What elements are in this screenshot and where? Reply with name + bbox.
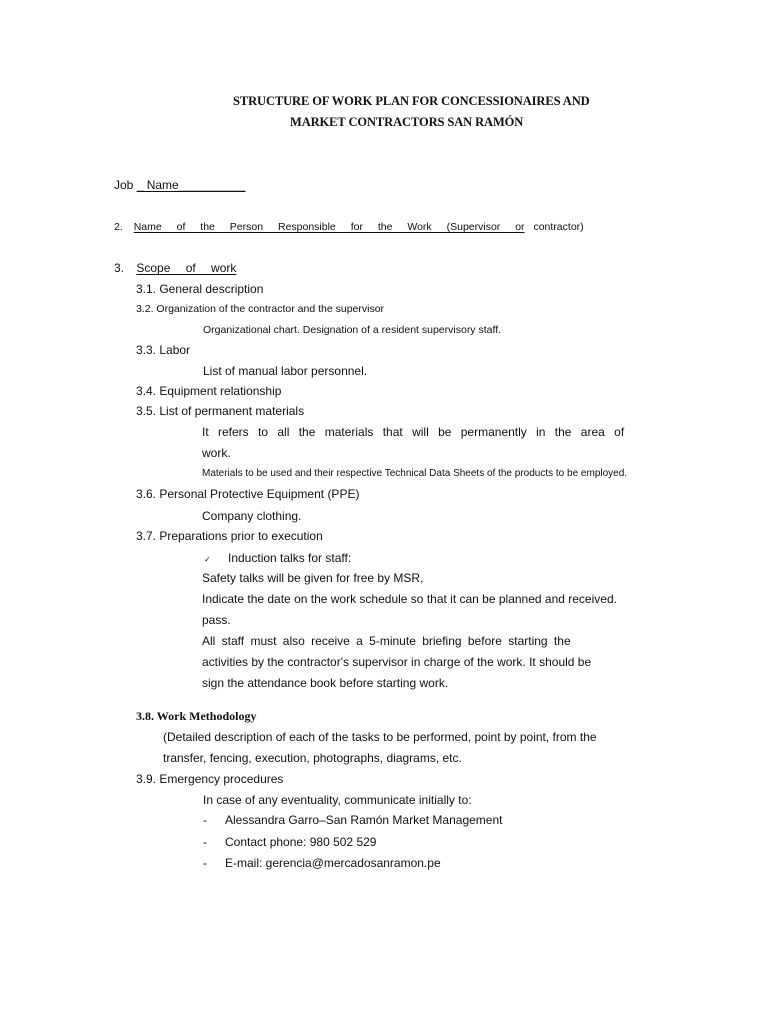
section-3-7-line-6: sign the attendance book before starting work. [202, 676, 449, 690]
section-3-7-line-1: Safety talks will be given for free by MSR, [202, 571, 424, 585]
section-3-5-detail-1: It refers to all the materials that will be permanently in the area of [202, 425, 625, 439]
section-3-5-detail-3: Materials to be used and their respective Technical Data Sheets of the products to be employed. [202, 468, 628, 479]
section-3-3: 3.3. Labor [136, 343, 191, 357]
section-3-5: 3.5. List of permanent materials [136, 404, 305, 418]
section-3-1: 3.1. General description [136, 282, 264, 296]
section-3-7-bullet: Induction talks for staff: [228, 551, 352, 565]
section-3-5-detail-2: work. [202, 446, 231, 460]
section-3-7-line-5: activities by the contractor's supervisor in charge of the work. It should be [202, 655, 592, 669]
item-2-number: 2. [114, 221, 123, 233]
section-3-7: 3.7. Preparations prior to execution [136, 529, 323, 543]
job-label: Job [114, 178, 137, 192]
section-3-9-intro: In case of any eventuality, communicate initially to: [203, 793, 472, 807]
section-3-2: 3.2. Organization of the contractor and the supervisor [136, 303, 385, 315]
section-3-3-detail: List of manual labor personnel. [203, 364, 368, 378]
contact-item [203, 855, 441, 871]
section-3-2-detail: Organizational chart. Designation of a resident supervisory staff. [203, 324, 502, 336]
section-3-4: 3.4. Equipment relationship [136, 384, 282, 398]
item-3-text: Scope of work [136, 261, 237, 275]
dash-marker: - [203, 813, 207, 827]
title-line-2: MARKET CONTRACTORS SAN RAMÓN [290, 115, 524, 129]
dash-marker: - [203, 835, 207, 849]
item-2-tail: contractor) [533, 221, 584, 233]
contact-item [203, 812, 502, 828]
section-3-8-line-1: (Detailed description of each of the tasks to be performed, point by point, from the [163, 730, 597, 744]
section-3-7-line-2: Indicate the date on the work schedule so that it can be planned and received. [202, 592, 617, 606]
section-3-8: 3.8. Work Methodology [136, 709, 257, 723]
item-2-line [114, 219, 584, 235]
title-line-1: STRUCTURE OF WORK PLAN FOR CONCESSIONAIRES AND [233, 94, 590, 108]
contact-item [203, 834, 376, 850]
contact-phone: Contact phone: 980 502 529 [225, 835, 377, 849]
item-3-number: 3. [114, 261, 125, 275]
dash-marker: - [203, 856, 207, 870]
section-3-6: 3.6. Personal Protective Equipment (PPE) [136, 487, 360, 501]
checkmark-icon: ✓ [204, 555, 211, 564]
contact-management: Alessandra Garro–San Ramón Market Management [225, 813, 503, 827]
section-3-7-line-4: All staff must also receive a 5-minute briefing before starting the [202, 634, 571, 648]
item-2-text: Name of the Person Responsible for the Work (Supervisor or [133, 221, 525, 233]
section-3-6-detail: Company clothing. [202, 509, 302, 523]
contact-email: E-mail: gerencia@mercadosanramon.pe [225, 856, 441, 870]
section-3-9: 3.9. Emergency procedures [136, 772, 284, 786]
job-name-field: _ Name__________ [136, 178, 246, 192]
section-3-7-line-3: pass. [202, 613, 231, 627]
job-name-line [114, 177, 245, 193]
item-3-line [114, 260, 236, 276]
section-3-8-line-2: transfer, fencing, execution, photographs, diagrams, etc. [163, 751, 462, 765]
section-3-7-bullet-line [204, 550, 351, 568]
